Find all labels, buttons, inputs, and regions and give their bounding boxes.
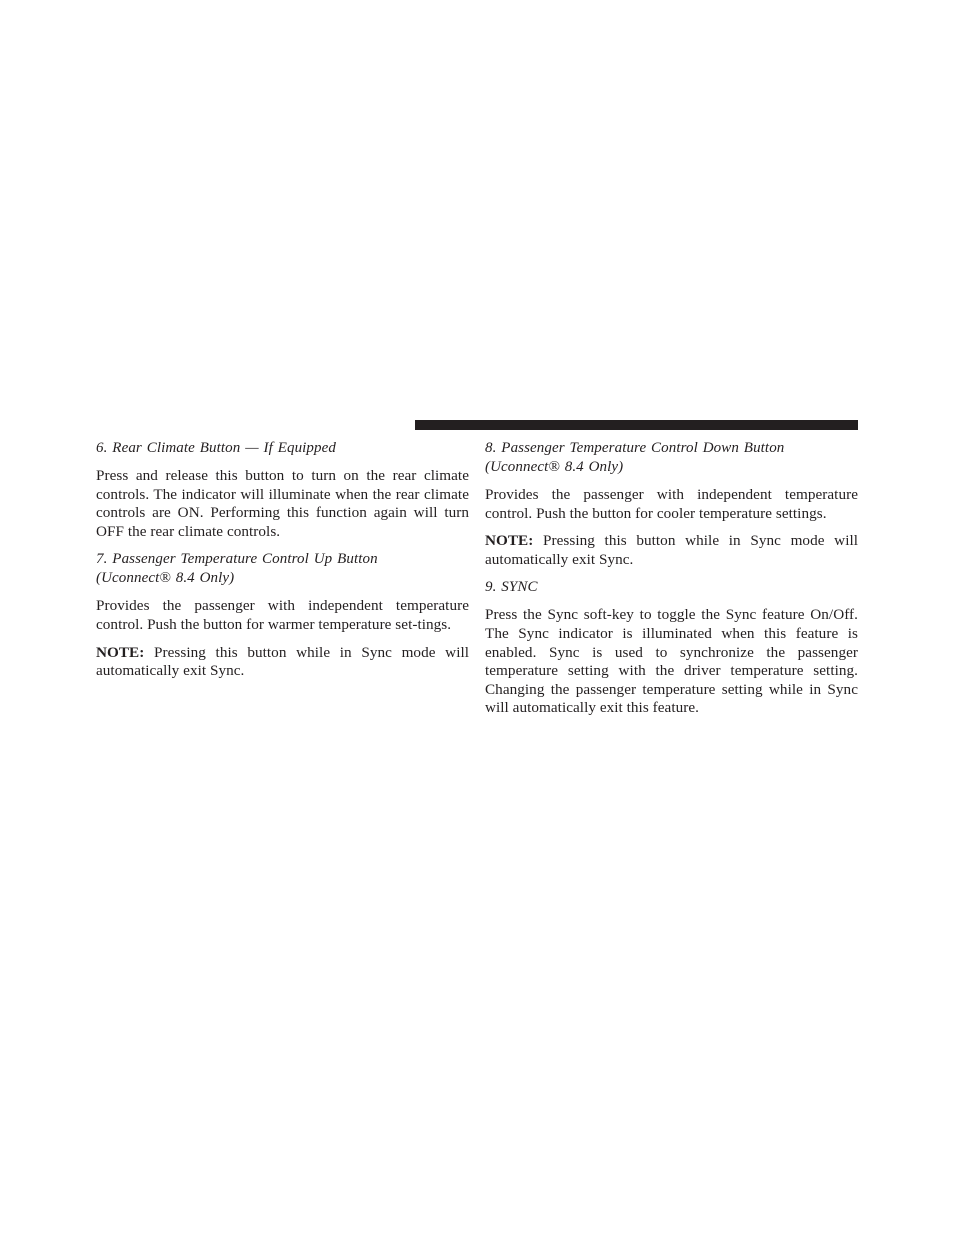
section9-body: Press the Sync soft-key to toggle the Sync feature On/Off. The Sync indicator is illuminated when this feature is enabled. Sync is used to synchronize the passenger temperature setting with the driver temperature setting. Changing the passenger temperature setting while in Sync will automatically exit this feature.: [485, 606, 858, 717]
section7-heading-line1: 7. Passenger Temperature Control Up Button: [96, 551, 378, 568]
left-column: [96, 439, 469, 690]
section7-heading: [96, 550, 469, 588]
section9-heading: 9. SYNC: [485, 579, 538, 596]
section8-note-text: Pressing this button while in Sync mode will automatically exit Sync.: [485, 532, 858, 568]
section8-body: Provides the passenger with independent temperature control. Push the button for cooler temperature settings.: [485, 486, 858, 522]
section8-note: [485, 532, 858, 569]
section6-heading: 6. Rear Climate Button — If Equipped: [96, 440, 336, 456]
section-header-bar: [415, 420, 858, 430]
section6-body: Press and release this button to turn on the rear climate controls. The indicator will illuminate when the rear climate controls are ON. Performing this function again will turn OFF the rear climate controls.: [96, 467, 469, 540]
section8-heading-line2: (Uconnect® 8.4 Only): [485, 459, 624, 475]
section7-note: [96, 644, 469, 681]
section7-heading-line2: (Uconnect® 8.4 Only): [96, 570, 235, 587]
section8-heading: [485, 439, 858, 477]
section7-note-label: NOTE:: [96, 643, 145, 661]
section8-note-label: NOTE:: [485, 532, 534, 550]
section8-heading-line1: 8. Passenger Temperature Control Down Button: [485, 440, 785, 456]
right-column: [485, 439, 858, 727]
section7-body: Provides the passenger with independent temperature control. Push the button for warmer temperature set-tings.: [96, 597, 469, 633]
section7-note-text: Pressing this button while in Sync mode will automatically exit Sync.: [96, 643, 469, 680]
